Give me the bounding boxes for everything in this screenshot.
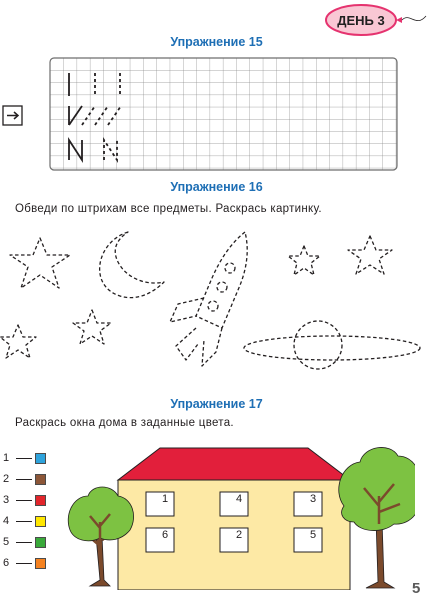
exercise-15-title: Упражнение 15 — [170, 35, 263, 49]
swatch-orange — [35, 558, 46, 569]
swatch-yellow — [35, 516, 46, 527]
right-arrow-icon — [3, 106, 22, 125]
legend-row: 6 — [3, 556, 46, 570]
window — [220, 528, 248, 552]
legend-row: 5 — [3, 535, 46, 549]
swatch-blue — [35, 453, 46, 464]
exercise-15-grid-area — [0, 50, 433, 180]
star-icon — [288, 246, 320, 275]
house-scene — [60, 440, 415, 590]
star-icon — [10, 238, 70, 288]
swatch-brown — [35, 474, 46, 485]
star-icon — [73, 310, 111, 344]
window-number: 3 — [310, 493, 317, 505]
window-number: 6 — [162, 529, 169, 541]
page-number: 5 — [412, 580, 421, 597]
star-icon — [0, 325, 36, 358]
window — [294, 492, 322, 516]
legend-row: 2 — [3, 472, 46, 486]
window-number: 1 — [162, 493, 169, 505]
house-roof — [118, 448, 350, 480]
exercise-16-title: Упражнение 16 — [170, 180, 263, 194]
rocket-icon — [196, 232, 247, 328]
moon-icon — [100, 232, 164, 298]
window — [220, 492, 248, 516]
window-number: 2 — [236, 529, 243, 541]
window-number: 4 — [236, 493, 243, 505]
window — [146, 528, 174, 552]
exercise-17-title: Упражнение 17 — [170, 397, 263, 411]
legend-row: 1 — [3, 451, 46, 465]
window — [146, 492, 174, 516]
legend-row: 4 — [3, 514, 46, 528]
swatch-green — [35, 537, 46, 548]
planet-icon — [294, 321, 342, 369]
star-icon — [348, 236, 392, 274]
legend-row: 3 — [3, 493, 46, 507]
swatch-red — [35, 495, 46, 506]
window-number: 5 — [310, 529, 317, 541]
exercise-16-instruction: Обведи по штрихам все предметы. Раскрась картинку. — [15, 203, 322, 215]
day-badge: ДЕНЬ 3 — [337, 12, 385, 28]
exercise-17-instruction: Раскрась окна дома в заданные цвета. — [15, 417, 234, 429]
tracing-shapes — [0, 220, 433, 390]
window — [294, 528, 322, 552]
